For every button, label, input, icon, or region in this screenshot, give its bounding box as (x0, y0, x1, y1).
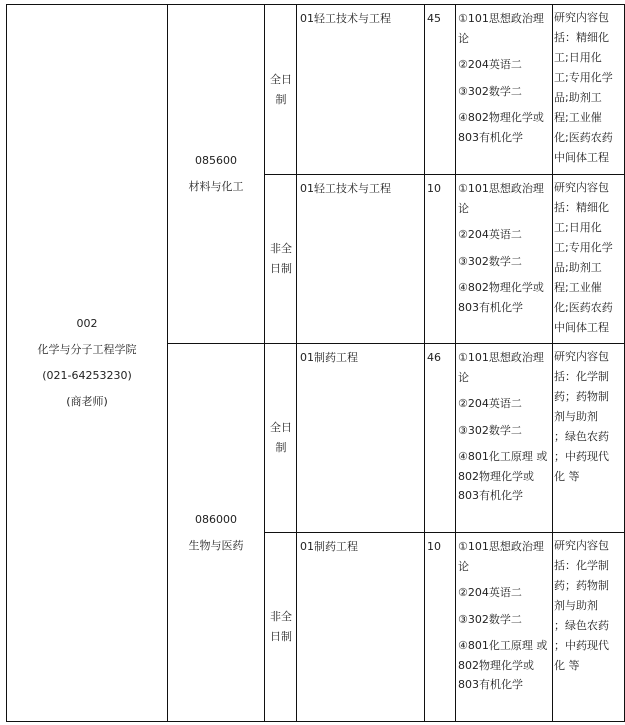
major-cell (168, 5, 265, 344)
research-direction: 01制药工程 (297, 344, 425, 533)
major-code: 086000 (195, 512, 237, 526)
unit-name: 化学与分子工程学院 (37, 343, 137, 356)
remarks: 研究内容包 括：精细化 工;日用化 工;专用化学 品;助剂工 程;工业催 化;医药农药 中间体工程 (553, 175, 625, 344)
admission-table (6, 4, 625, 722)
enrollment-quota: 46 (425, 344, 456, 533)
research-direction: 01制药工程 (297, 533, 425, 722)
major-cell (168, 344, 265, 722)
major-name: 生物与医药 (188, 538, 244, 552)
exam-subjects: ①101思想政治理 论 ②204英语二 ③302数学二 ④801化工原理 或 802物理化学或 803有机化学 (456, 533, 553, 722)
remarks: 研究内容包 括：精细化 工;日用化 工;专用化学 品;助剂工 程;工业催 化;医药农药 中间体工程 (553, 5, 625, 175)
exam-subjects: ①101思想政治理 论 ②204英语二 ③302数学二 ④802物理化学或 803有机化学 (456, 175, 553, 344)
exam-subjects: ①101思想政治理 论 ②204英语二 ③302数学二 ④801化工原理 或 802物理化学或 803有机化学 (456, 344, 553, 533)
enrollment-quota: 45 (425, 5, 456, 175)
study-mode: 非全 日制 (265, 175, 297, 344)
enrollment-quota: 10 (425, 175, 456, 344)
research-direction: 01轻工技术与工程 (297, 5, 425, 175)
study-mode: 全日 制 (265, 5, 297, 175)
unit-cell (7, 5, 168, 722)
research-direction: 01轻工技术与工程 (297, 175, 425, 344)
remarks: 研究内容包 括：化学制 药；药物制 剂与助剂 ；绿色农药 ；中药现代 化 等 (553, 533, 625, 722)
study-mode: 非全 日制 (265, 533, 297, 722)
unit-phone: (021-64253230) (42, 369, 132, 382)
study-mode: 全日 制 (265, 344, 297, 533)
major-name: 材料与化工 (188, 180, 244, 193)
unit-code: 002 (76, 317, 98, 330)
table-row (7, 5, 625, 175)
major-code: 085600 (195, 154, 237, 167)
enrollment-quota: 10 (425, 533, 456, 722)
remarks: 研究内容包 括：化学制 药；药物制 剂与助剂 ；绿色农药 ；中药现代 化 等 (553, 344, 625, 533)
exam-subjects: ①101思想政治理 论 ②204英语二 ③302数学二 ④802物理化学或 803有机化学 (456, 5, 553, 175)
unit-contact: (商老师) (66, 395, 108, 408)
